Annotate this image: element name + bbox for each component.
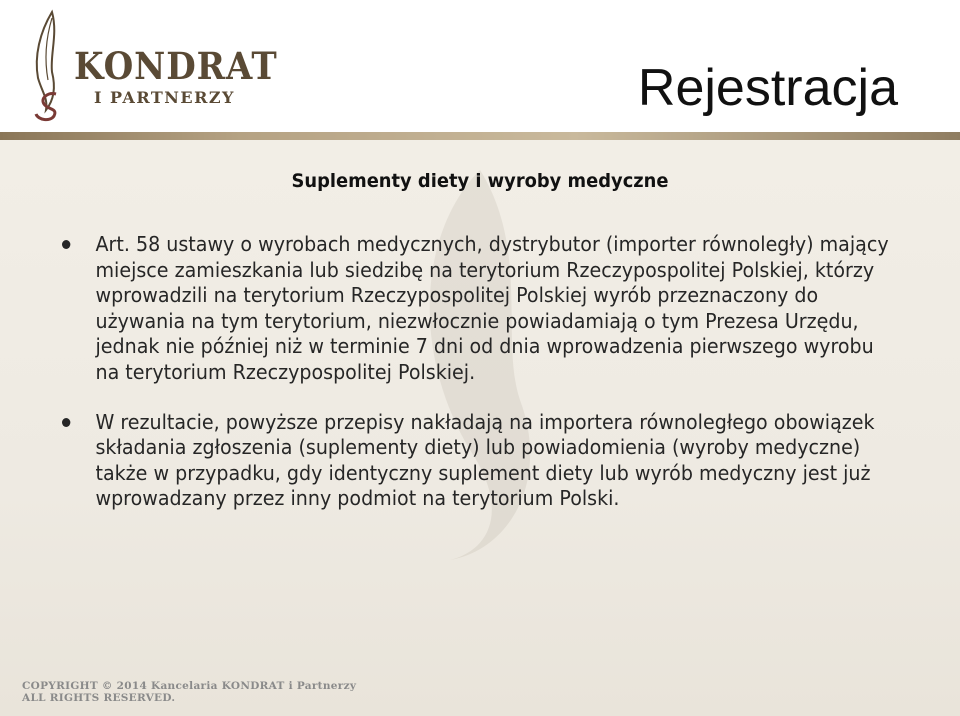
- bullet-item: [62, 410, 895, 512]
- header-band: [0, 132, 960, 140]
- logo-subtitle: I PARTNERZY: [94, 88, 235, 107]
- footer: [22, 680, 356, 704]
- bullet-dot-icon: [62, 418, 70, 427]
- logo-name: KONDRAT: [74, 44, 278, 88]
- bullet-list: [62, 232, 902, 536]
- section-subtitle: Suplementy diety i wyroby medyczne: [291, 170, 669, 192]
- bullet-text: Art. 58 ustawy o wyrobach medycznych, dystrybutor (importer równoległy) mający miejsce zamieszkania lub siedzibę na terytorium Rzeczypospolitej Polskiej, którzy wprowadzili na terytorium Rzeczypospolitej Polskiej wyrób przeznaczony do używania na tym terytorium, niezwłocznie powiadamiają o tym Prezesa Urzędu, jednak nie później niż w terminie 7 dni od dnia wprowadzenia pierwszego wyrobu na terytorium Rzeczypospolitej Polskiej.: [95, 232, 889, 384]
- page-title: Rejestracja: [637, 59, 898, 117]
- quill-logo-icon: [22, 8, 82, 126]
- bullet-item: [62, 232, 895, 386]
- bullet-text: W rezultacie, powyższe przepisy nakładają na importera równoległego obowiązek składania zgłoszenia (suplementy diety) lub powiadomienia (wyroby medyczne) także w przypadku, gdy identyczny suplement diety lub wyrób medyczny jest już wprowadzany przez inny podmiot na terytorium Polski.: [95, 409, 875, 511]
- logo: [22, 8, 278, 126]
- rights-text: ALL RIGHTS RESERVED.: [22, 692, 176, 704]
- bullet-dot-icon: [62, 240, 70, 249]
- copyright-text: COPYRIGHT © 2014 Kancelaria KONDRAT i Partnerzy: [22, 680, 357, 692]
